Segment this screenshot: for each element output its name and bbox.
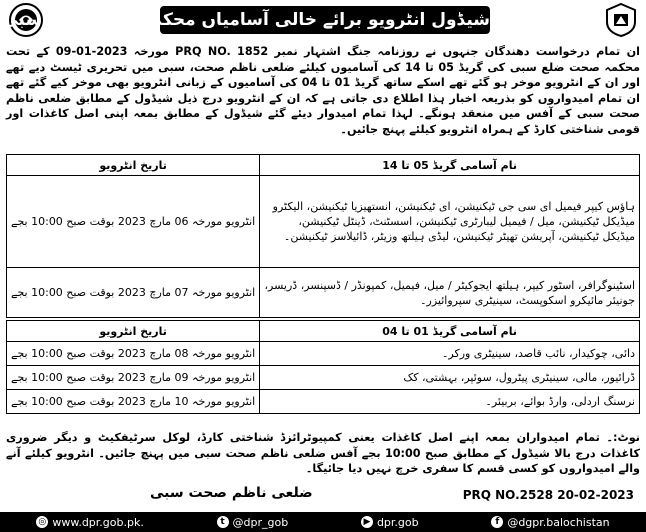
website-link[interactable] <box>36 516 144 529</box>
note-paragraph <box>6 430 640 477</box>
date-cell: انٹرویو مورخہ 10 مارچ 2023 بوقت صبح 10:00 بجے <box>7 390 260 414</box>
footer-bar <box>0 512 646 532</box>
facebook-link[interactable] <box>491 516 609 529</box>
post-column-header: نام آسامی گریڈ 05 تا 14 <box>260 155 640 176</box>
emblem-logo-right <box>604 2 638 38</box>
post-column-header: نام آسامی گریڈ 01 تا 04 <box>260 321 640 342</box>
youtube-text: dpr.gob <box>376 515 419 529</box>
post-cell: اسٹینوگرافر، اسٹور کیپر، ہیلتھ ایجوکیٹر / میل، فیمیل، کمپونڈر / ڈسپنسر، ڈریسر، جونیئر مائیکرو اسکوپسٹ، سینیٹری سپروائیزر۔ <box>260 268 640 318</box>
post-cell: ڈرائیور، مالی، سینیٹری پیٹرول، سوئپر، بہشتی، کک <box>260 366 640 390</box>
twitter-icon: t <box>217 516 229 528</box>
intro-text: ان تمام درخواست دھندگان جنہوں نے روزنامہ جنگ اشتہار نمبر PRQ NO. 1852 مورخہ 2023-01-09 کے تحت محکمہ صحت ضلع سبی کی گریڈ 05 تا 14 کی آسامیوں کیلئے ضلعی ناظم صحت، سبی میں تحریری ٹیسٹ دیے تھے اور ان کے انٹرویو موخر ہو گئے تھے اسکے ساتھ گریڈ 01 تا 04 کی آسامیوں کے زبانی انٹرویو بھی موخر کیے گئے تھے ان تمام امیدواروں کو بذریعہ اخبار ہذا اطلاع دی جاتی ہے کہ ان کے انٹرویو درج ذیل شیڈول کے مطابق ضلعی ناظم صحت سبی کے آفس میں منعقد ہونگے۔ لہذا تمام امیدوار دیئے گئے شیڈول کے مطابق بمعہ اپنی اصل کاغذات اور قومی شناختی کارڈ کے ہمراہ انٹرویو کیلئے پہنچ جائیں۔ <box>6 45 640 136</box>
date-cell: انٹرویو مورخہ 09 مارچ 2023 بوقت صبح 10:00 بجے <box>7 366 260 390</box>
twitter-text: @dpr_gob <box>232 515 289 529</box>
date-cell: انٹرویو مورخہ 07 مارچ 2023 بوقت صبح 10:00 بجے <box>7 268 260 318</box>
table-row <box>7 342 640 366</box>
schedule-table-grade-01-04 <box>6 320 640 414</box>
post-cell: ہاؤس کیپر فیمیل ای سی جی ٹیکنیشن، ای ٹیکنیشن، انستھیزیا ٹیکنیشن، الیکٹرو میڈیکل ٹیکنیشن، میل / فیمیل لیبارٹری ٹیکنیشن، اسسٹنٹ، ڈینٹل ٹیکنیشن، میڈیکل ٹیکنیشن، آپریشن تھیٹر ٹیکنیشن، لیڈی ہیلتھ وزیٹر، ڈائیلاسز ٹیکنیشن۔ <box>260 176 640 268</box>
youtube-icon: ▶ <box>361 516 373 528</box>
post-cell: نرسنگ اردلی، وارڈ بوائے، بربیئر۔ <box>260 390 640 414</box>
date-cell: انٹرویو مورخہ 08 مارچ 2023 بوقت صبح 10:00 بجے <box>7 342 260 366</box>
prq-number: PRQ NO.2528 20-02-2023 <box>462 488 634 502</box>
post-cell: دائی، چوکیدار، نائب قاصد، سینیٹری ورکر۔ <box>260 342 640 366</box>
table-header-row <box>7 321 640 342</box>
intro-paragraph <box>6 44 640 137</box>
youtube-link[interactable] <box>361 516 419 529</box>
table-row <box>7 390 640 414</box>
table-row <box>7 176 640 268</box>
facebook-icon: f <box>491 516 503 528</box>
website-text: www.dpr.gob.pk. <box>52 515 144 529</box>
signature: ضلعی ناظم صحت سبی <box>150 485 313 501</box>
facebook-text: @dgpr.balochistan <box>507 515 610 529</box>
table-row <box>7 366 640 390</box>
date-column-header: تاریخ انٹرویو <box>7 155 260 176</box>
header <box>0 0 646 40</box>
table-row <box>7 268 640 318</box>
note-text: نوٹ:۔ تمام امیدواران بمعہ اپنے اصل کاغذات یعنی کمپیوٹرائزڈ شناختی کارڈ، لوکل سرٹیفکیٹ و دیگر ضروری کاغذات درج بالا شیڈول کے مطابق صبح 10:00 بجے آفس ضلعی ناظم صحت سبی میں پہنچ جائیں۔ انٹرویو کیلئے آنے والے امیدواروں کو کسی قسم کا سفری خرچ نہیں دیا جائیگا۔ <box>6 431 640 475</box>
twitter-link[interactable] <box>217 516 289 529</box>
table-header-row <box>7 155 640 176</box>
schedule-table-grade-05-14 <box>6 154 640 318</box>
globe-icon: ◎ <box>36 516 48 528</box>
page-title: شیڈول انٹرویو برائے خالی آسامیاں محکمہ صحت ضلع سبی <box>160 6 490 34</box>
date-cell: انٹرویو مورخہ 06 مارچ 2023 بوقت صبح 10:00 بجے <box>7 176 260 268</box>
date-column-header: تاریخ انٹرویو <box>7 321 260 342</box>
